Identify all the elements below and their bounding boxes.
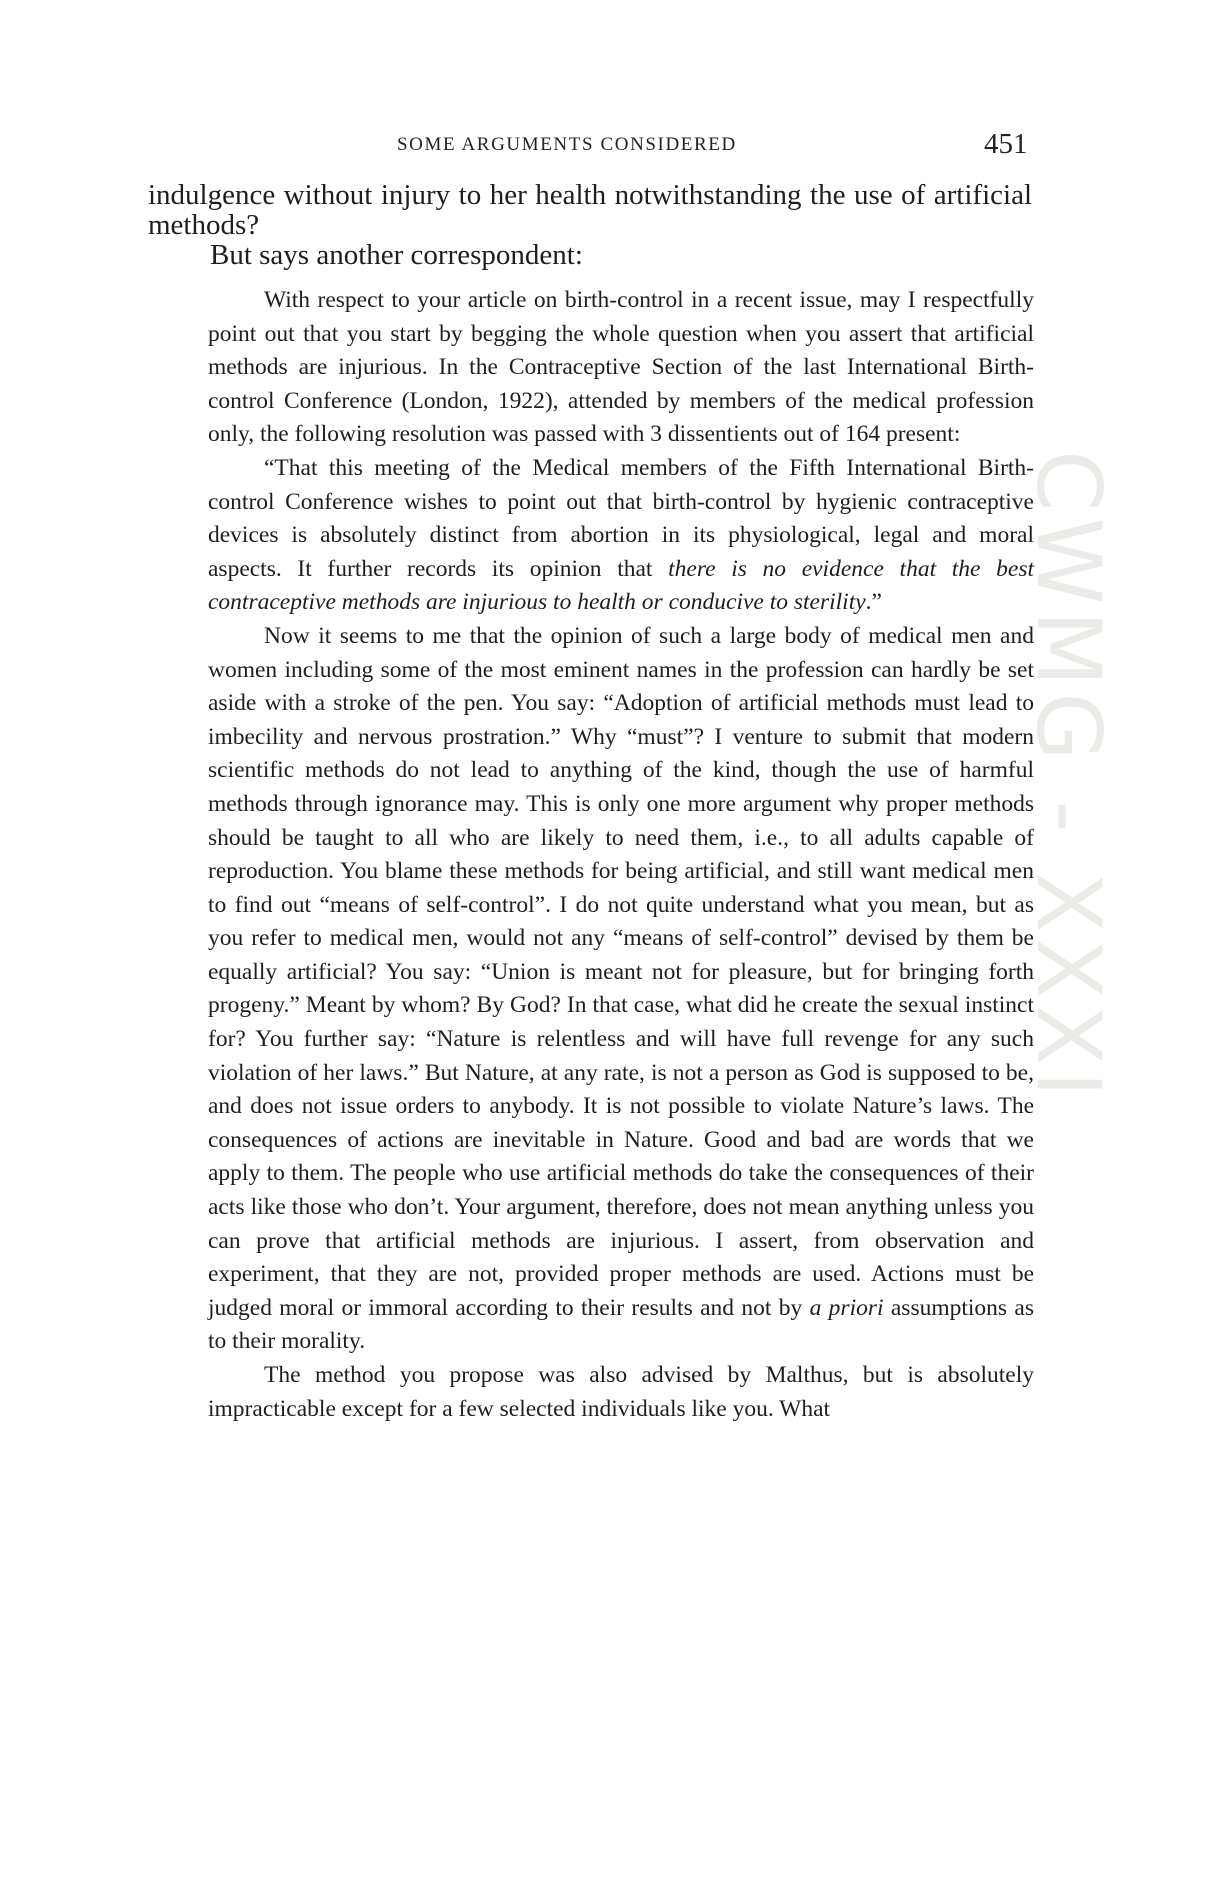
body-italic: a priori (809, 1294, 884, 1321)
letter-last: The method you propose was also advised by Malthus, but is absolutely impracticable except for a few selected individuals like you. What (208, 1362, 1034, 1422)
main-paragraph-1: indulgence without injury to her health notwithstanding the use of artificial methods? (148, 179, 1032, 241)
body-end: assumptions as to their morality. (208, 1294, 1035, 1355)
resolution-text: “That this meeting of the Medical members of the Fifth International Birth-control Conference wishes to point out that birth-control by hygienic contraceptive devices is absolutely distinct from abortion in its physiological, legal and moral aspects. It further records its opinion that (208, 454, 1034, 582)
running-head: SOME ARGUMENTS CONSIDERED (397, 134, 737, 155)
letter-intro: With respect to your article on birth-control in a recent issue, may I respectfully point out that you start by begging the whole question when you assert that artificial methods are injurious. In the Contraceptive Section of the last International Birth-control Conference (London, 1922), attended by members of the medical profession only, the following resolution was passed with 3 dissentients out of 164 present: (208, 287, 1034, 448)
page-number: 451 (984, 128, 1028, 160)
main-paragraph-2: But says another correspondent: (210, 239, 583, 271)
quoted-letter (208, 284, 1034, 1426)
body-text: Now it seems to me that the opinion of such a large body of medical men and women including some of the most eminent names in the profession can hardly be set aside with a stroke of the pen. You say: “Adoption of artificial methods must lead to imbecility and nervous prostration.” Why “must”? I venture to submit that modern scientific methods do not lead to anything of the kind, though the use of harmful methods through ignorance may. This is only one more argument why proper methods should be taught to all who are likely to need them, i.e., to all adults capable of reproduction. You blame these methods for being artificial, and still want medical men to find out “means of self-control”. I do not quite understand what you mean, but as you refer to medical men, would not any “means of self-control” devised by them be equally artificial? You say: “Union is meant not for pleasure, but for bringing forth progeny.” Meant by whom? By God? In that case, what did he create the sexual instinct for? You further say: “Nature is relentless and will have full revenge for any such violation of her laws.” But Nature, at any rate, is not a person as God is supposed to be, and does not issue orders to anybody. It is not possible to violate Nature’s laws. The consequences of actions are inevitable in Nature. Good and bad are words that we apply to them. The people who use artificial methods do take the consequences of their acts like those who don’t. Your argument, therefore, does not mean anything unless you can prove that artificial methods are injurious. I assert, from observation and experiment, that they are not, provided proper methods are used. Actions must be judged moral or immoral according to their results and not by (208, 622, 1034, 1321)
letter-resolution (208, 452, 1034, 620)
watermark: CWMG - XXXI (1017, 450, 1120, 1104)
main-text (148, 180, 1032, 270)
resolution-end: .” (865, 589, 882, 616)
resolution-italic: there is no evidence that the best contraceptive methods are injurious to health or conducive to sterility (208, 555, 1034, 616)
letter-body (208, 620, 1034, 1359)
